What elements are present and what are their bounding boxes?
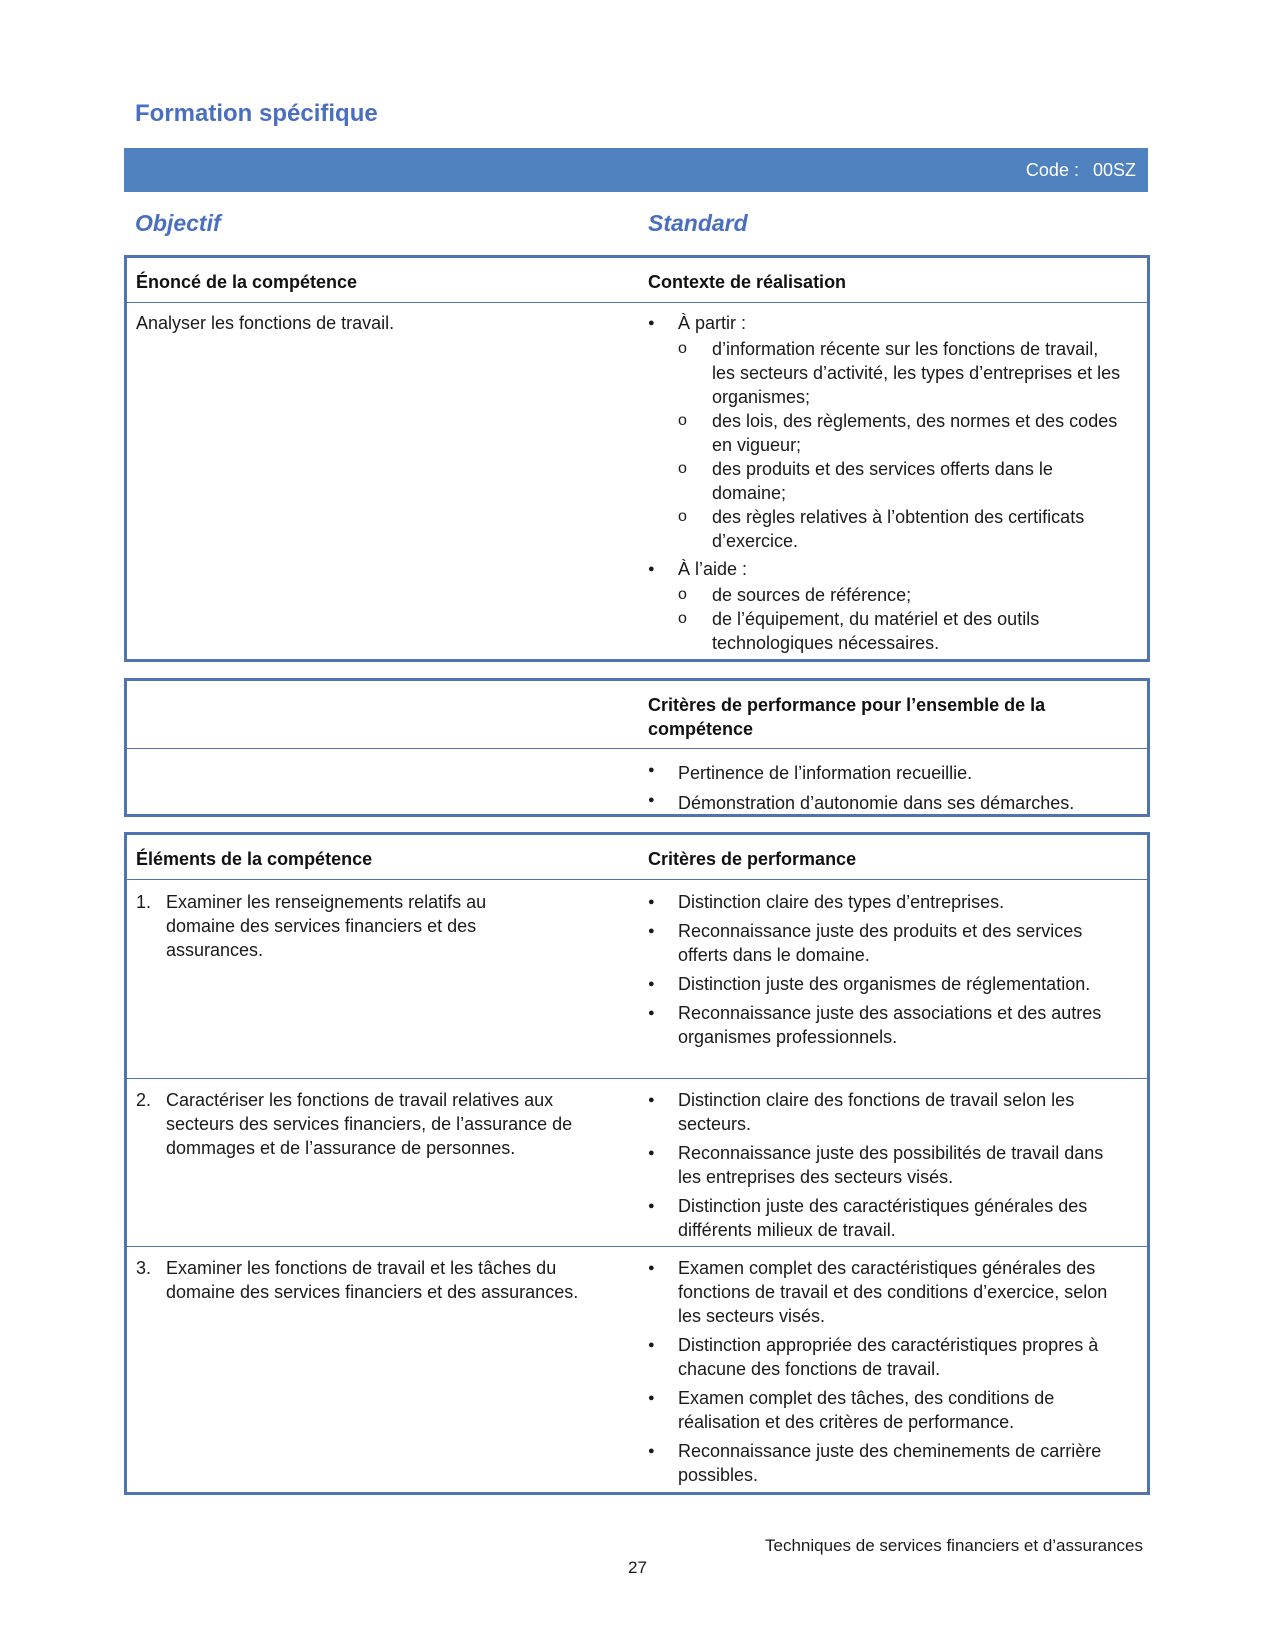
criteria-item: ● Distinction juste des caractéristiques générales des différents milieux de travail. [648,1194,1128,1242]
contexte-item [648,557,1123,655]
criteria-item: ● Distinction appropriée des caractéristiques propres à chacune des fonctions de travail. [648,1333,1128,1381]
criteria-list-1 [648,890,1128,1049]
footer-program: Techniques de services financiers et d’assurances [765,1536,1143,1555]
contexte-subitem: o des lois, des règlements, des normes et des codes en vigueur; [678,409,1123,457]
contexte-sublist [678,583,1123,655]
element-row-1 [136,890,556,962]
section-title-objectif: Objectif [135,210,221,236]
elements-header: Éléments de la compétence [136,849,373,869]
code-label [1026,160,1136,181]
element-item [136,1088,616,1160]
contexte-header: Contexte de réalisation [648,272,847,292]
element-number: 2. [136,1090,152,1110]
contexte-label: À partir : [678,313,747,333]
criteria-item: ● Reconnaissance juste des cheminements de carrière possibles. [648,1439,1128,1487]
contexte-item [648,311,1123,553]
page-title: Formation spécifique [135,100,378,127]
global-criteria-header: Critères de performance pour l’ensemble de la compétence [648,695,1046,739]
contexte-subitem: o des produits et des services offerts dans le domaine; [678,457,1123,505]
criteria-item: ● Distinction claire des types d’entreprises. [648,890,1128,914]
contexte-subitem: o de sources de référence; [678,583,1123,607]
code-bar [124,148,1148,192]
global-criteria-box [124,678,1150,817]
element-item [136,1256,596,1304]
contexte-label: À l’aide : [678,559,748,579]
element-row-3 [136,1256,596,1304]
competence-context-box [124,255,1150,662]
global-criteria-item: ● Pertinence de l’information recueillie. [648,758,1138,788]
criteria-list-2 [648,1088,1128,1242]
row-divider [127,1246,1147,1247]
header-divider [127,879,1147,880]
element-row-2 [136,1088,616,1160]
contexte-list [648,311,1123,659]
element-number: 1. [136,892,152,912]
criteria-header: Critères de performance [648,849,857,869]
code-caption: Code : [1025,160,1079,180]
global-criteria-list [648,758,1138,818]
criteria-item: ● Distinction claire des fonctions de travail selon les secteurs. [648,1088,1128,1136]
criteria-item: ● Reconnaissance juste des associations et des autres organismes professionnels. [648,1001,1128,1049]
element-text: Caractériser les fonctions de travail relatives aux secteurs des services financiers, de l’assurance de dommages et de l’assurance de personnes. [166,1090,573,1158]
row-divider [127,1078,1147,1079]
criteria-item: ● Examen complet des tâches, des conditions de réalisation et des critères de performance. [648,1386,1128,1434]
enonce-header: Énoncé de la compétence [136,272,358,292]
contexte-sublist [678,337,1123,553]
page-number: 27 [628,1558,647,1577]
header-divider [127,748,1147,749]
criteria-item: ● Examen complet des caractéristiques générales des fonctions de travail et des conditions d’exercice, selon les secteurs visés. [648,1256,1128,1328]
element-text: Examiner les renseignements relatifs au domaine des services financiers et des assurances. [166,892,487,960]
criteria-item: ● Reconnaissance juste des possibilités de travail dans les entreprises des secteurs visés. [648,1141,1128,1189]
elements-criteria-box [124,832,1150,1495]
criteria-list-3 [648,1256,1128,1487]
criteria-item: ● Distinction juste des organismes de réglementation. [648,972,1128,996]
enonce-text: Analyser les fonctions de travail. [136,313,395,333]
section-title-standard: Standard [648,210,748,236]
contexte-subitem: o de l’équipement, du matériel et des outils technologiques nécessaires. [678,607,1123,655]
criteria-item: ● Reconnaissance juste des produits et des services offerts dans le domaine. [648,919,1128,967]
element-number: 3. [136,1258,152,1278]
global-criteria-item: ● Démonstration d’autonomie dans ses démarches. [648,788,1138,818]
element-text: Examiner les fonctions de travail et les tâches du domaine des services financiers et des assurances. [166,1258,579,1302]
element-item [136,890,556,962]
contexte-subitem: o d’information récente sur les fonctions de travail, les secteurs d’activité, les types d’entreprises et les organismes; [678,337,1123,409]
contexte-subitem: o des règles relatives à l’obtention des certificats d’exercice. [678,505,1123,553]
code-value: 00SZ [1092,160,1136,180]
header-divider [127,302,1147,303]
